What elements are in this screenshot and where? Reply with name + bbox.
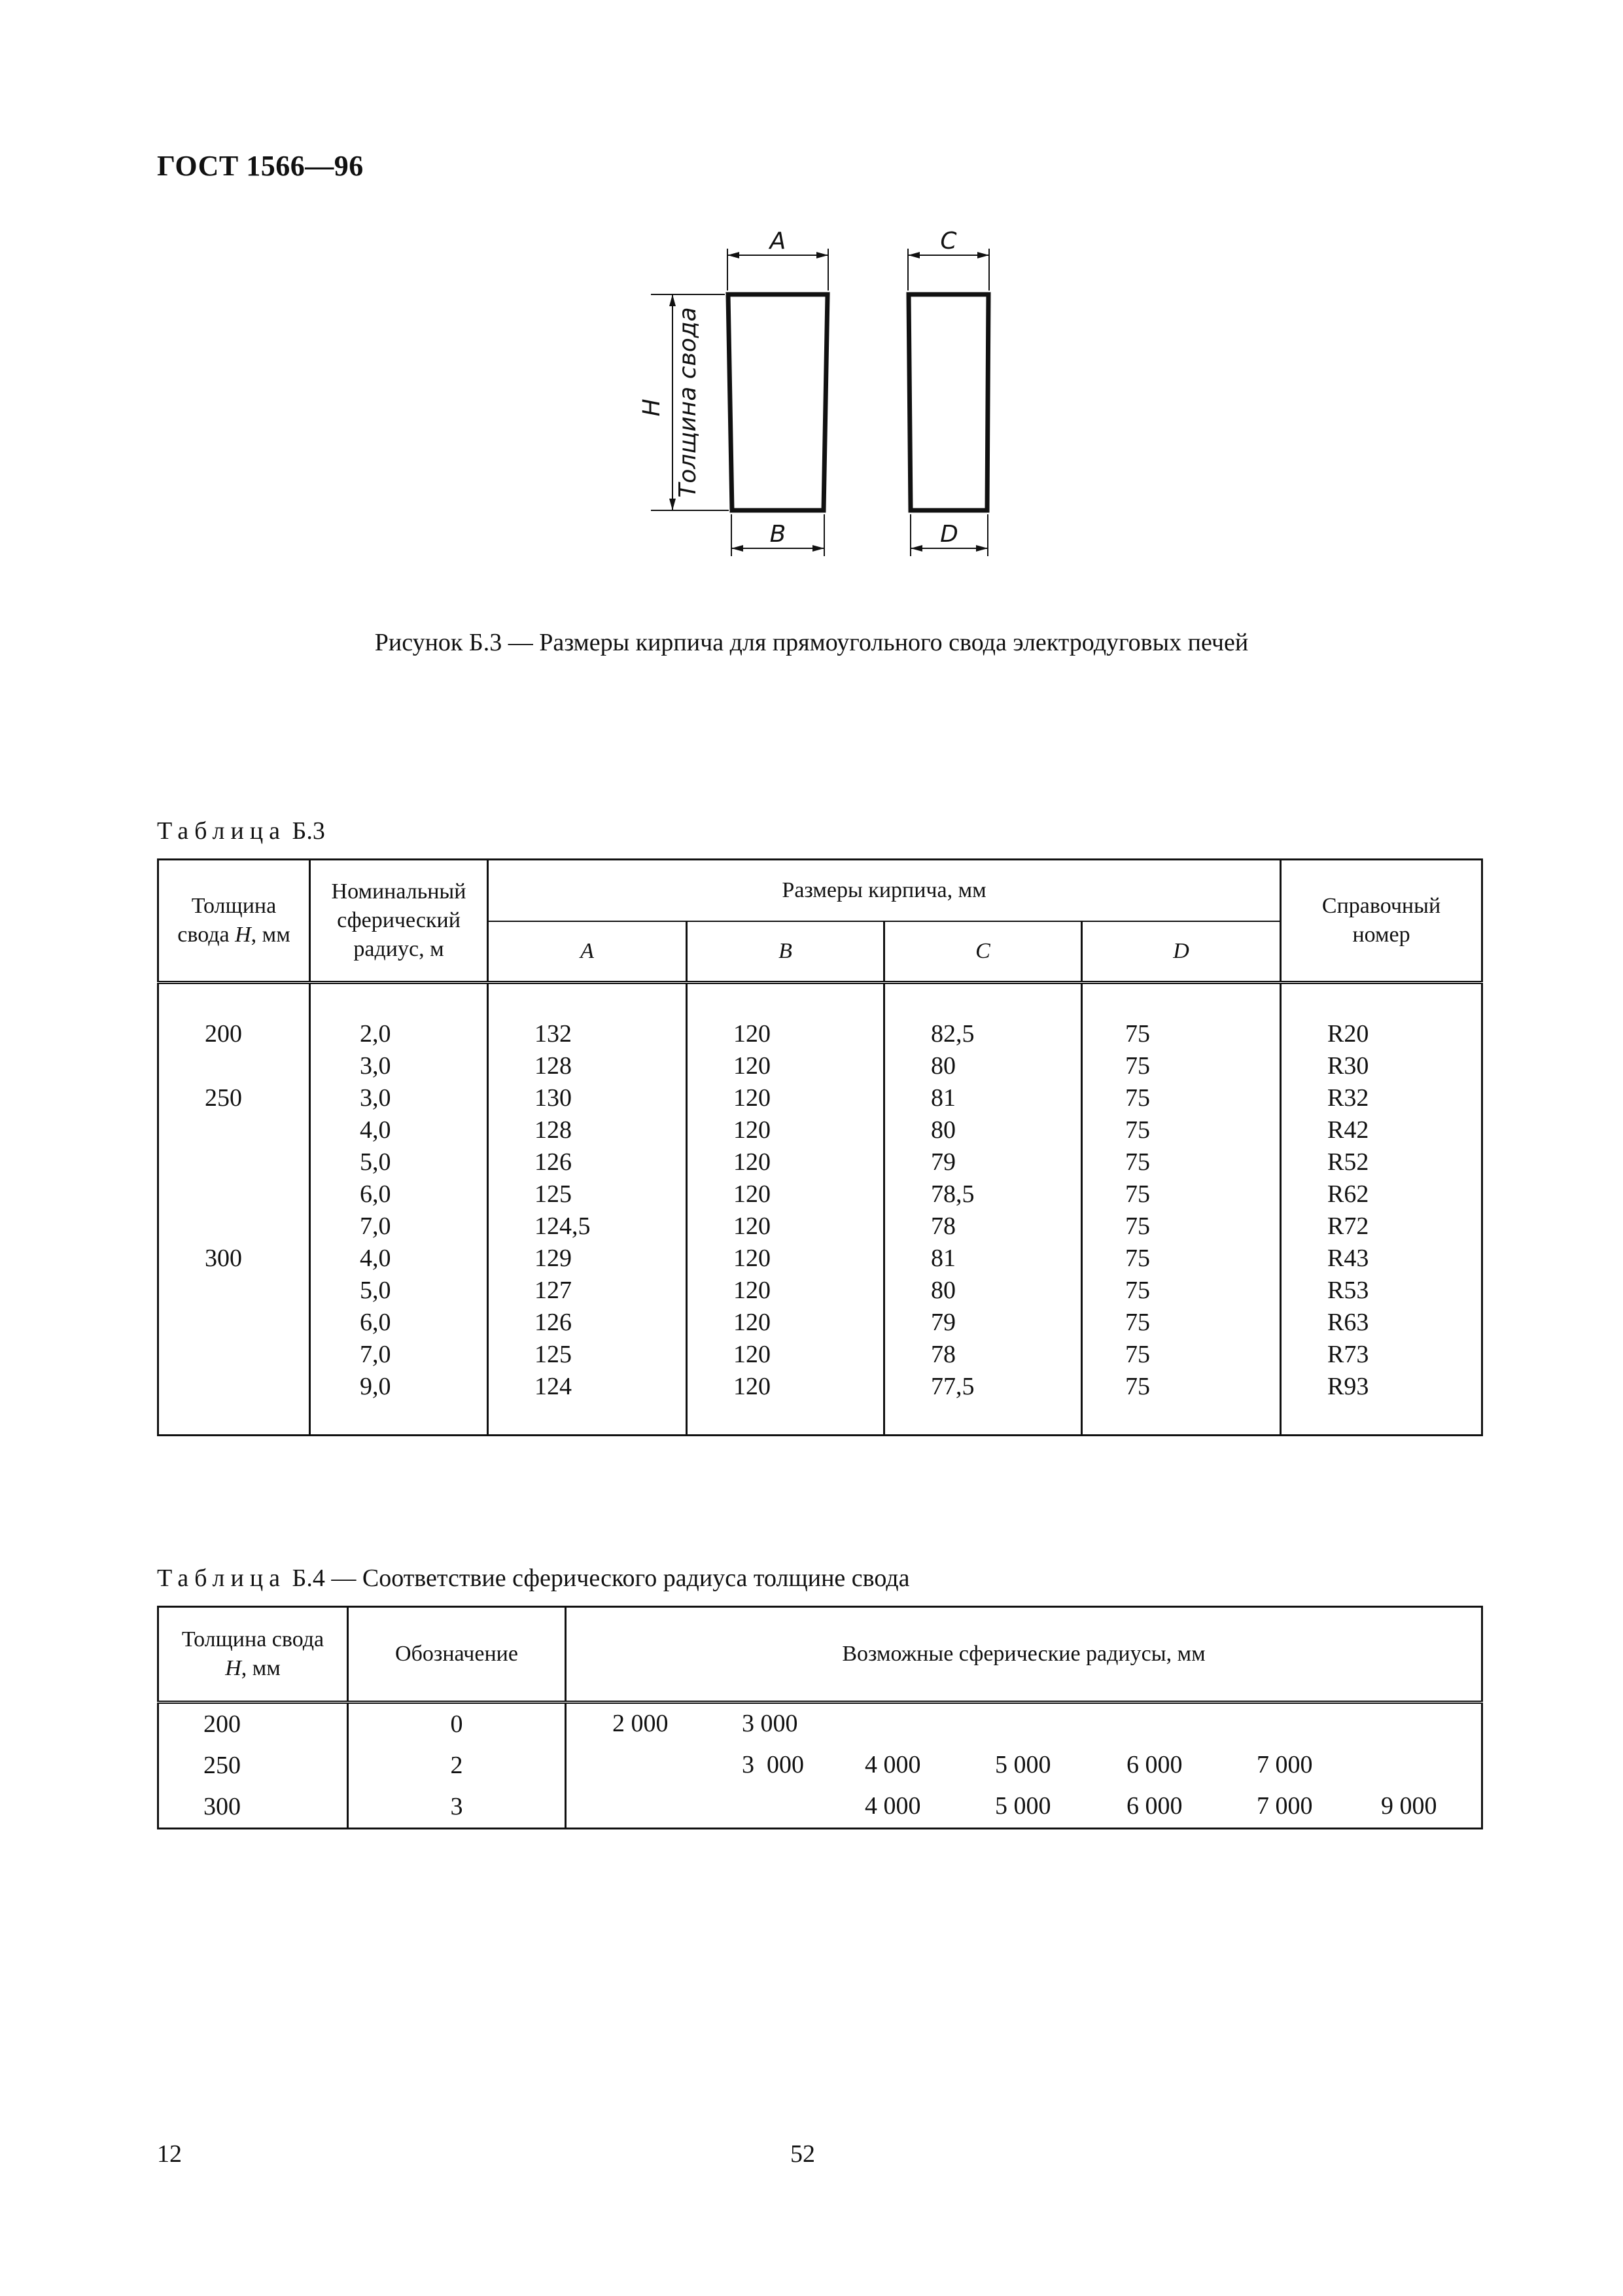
thickness-cell: 300 <box>158 1786 348 1829</box>
table-cell: 7,0 <box>360 1341 391 1368</box>
table-cell: 3,0 <box>360 1052 391 1080</box>
table-cell: 75 <box>1125 1084 1150 1112</box>
table-cell: R72 <box>1327 1212 1369 1240</box>
table-cell: R93 <box>1327 1373 1369 1400</box>
table-cell: 120 <box>733 1084 771 1112</box>
table-cell: 129 <box>534 1245 572 1272</box>
table-cell: 250 <box>205 1084 242 1112</box>
col-thickness <box>158 983 310 1436</box>
table-cell: 120 <box>733 1020 771 1048</box>
table-row <box>158 1786 1482 1829</box>
table-cell: 120 <box>733 1309 771 1336</box>
table-cell: 128 <box>534 1116 572 1144</box>
table-cell: 128 <box>534 1052 572 1080</box>
radius-value: 7 000 <box>1257 1751 1313 1778</box>
table-cell: R63 <box>1327 1309 1369 1336</box>
table-cell: 5,0 <box>360 1277 391 1304</box>
col-ref <box>1281 983 1482 1436</box>
brick-dimension-figure <box>615 222 1073 576</box>
table-cell: 75 <box>1125 1020 1150 1048</box>
page-number-center: 52 <box>790 2140 815 2168</box>
dim-label-h: H <box>638 398 665 417</box>
table-cell: 75 <box>1125 1309 1150 1336</box>
table-cell: 79 <box>931 1148 956 1176</box>
document-header: ГОСТ 1566—96 <box>157 150 364 182</box>
table-cell: 75 <box>1125 1277 1150 1304</box>
col-b <box>687 983 884 1436</box>
straight-brick-outline <box>909 294 988 510</box>
radii-cell <box>566 1703 1482 1746</box>
table-cell: R30 <box>1327 1052 1369 1080</box>
dim-label-thickness: Толщина свода <box>674 307 701 498</box>
designation-cell: 3 <box>348 1786 566 1829</box>
table-cell: 120 <box>733 1277 771 1304</box>
table-cell: R62 <box>1327 1180 1369 1208</box>
table-cell <box>205 1146 309 1178</box>
designation-cell: 0 <box>348 1703 566 1746</box>
header-thickness: Толщина свода H, мм <box>158 860 310 983</box>
dim-label-d: D <box>940 521 958 548</box>
radius-value: 7 000 <box>1257 1792 1313 1820</box>
table-cell: 125 <box>534 1180 572 1208</box>
header-ref: Справочный номер <box>1281 860 1482 983</box>
header-a: A <box>488 921 687 983</box>
table-cell: R20 <box>1327 1020 1369 1048</box>
table-cell: 81 <box>931 1245 956 1272</box>
radius-value: 4 000 <box>865 1751 921 1778</box>
radius-value: 5 000 <box>995 1792 1051 1820</box>
table-cell <box>205 1275 309 1307</box>
header-thickness: Толщина свода H, мм <box>158 1607 348 1703</box>
radius-value: 3 000 <box>742 1751 804 1778</box>
header-sizes: Размеры кирпича, мм <box>488 860 1281 921</box>
table-cell: R52 <box>1327 1148 1369 1176</box>
table-cell: 75 <box>1125 1052 1150 1080</box>
table-cell: 120 <box>733 1116 771 1144</box>
page-number-left: 12 <box>157 2140 182 2168</box>
col-radius <box>310 983 488 1436</box>
table-cell: 82,5 <box>931 1020 975 1048</box>
table-cell: 75 <box>1125 1245 1150 1272</box>
table-cell: 300 <box>205 1245 242 1272</box>
table-word: Таблица <box>157 817 287 845</box>
table-cell: 120 <box>733 1341 771 1368</box>
thickness-cell: 200 <box>158 1703 348 1746</box>
radius-value: 6 000 <box>1126 1751 1183 1778</box>
table-cell <box>205 1050 309 1082</box>
table-cell <box>205 1371 309 1403</box>
radius-value: 3 000 <box>742 1710 798 1737</box>
table-cell: 4,0 <box>360 1116 391 1144</box>
tapered-brick-outline <box>728 294 828 510</box>
table-cell: 6,0 <box>360 1180 391 1208</box>
header-c: C <box>884 921 1082 983</box>
table-cell <box>205 1339 309 1371</box>
table-cell: 120 <box>733 1245 771 1272</box>
table-cell: 2,0 <box>360 1020 391 1048</box>
header-radius: Номинальный сферический радиус, м <box>310 860 488 983</box>
table-cell: 80 <box>931 1052 956 1080</box>
table-b4-label <box>157 1564 909 1593</box>
table-cell: 5,0 <box>360 1148 391 1176</box>
table-word: Таблица <box>157 1564 287 1592</box>
table-b3 <box>157 858 1483 1436</box>
table-cell: R43 <box>1327 1245 1369 1272</box>
table-cell: 78 <box>931 1212 956 1240</box>
table-cell: 81 <box>931 1084 956 1112</box>
table-cell: R53 <box>1327 1277 1369 1304</box>
table-cell: 124,5 <box>534 1212 591 1240</box>
table-b3-label <box>157 817 325 845</box>
table-cell: 7,0 <box>360 1212 391 1240</box>
radius-value: 2 000 <box>612 1710 669 1737</box>
table-cell <box>205 1178 309 1210</box>
table-cell: 6,0 <box>360 1309 391 1336</box>
table-cell: 124 <box>534 1373 572 1400</box>
header-d: D <box>1082 921 1281 983</box>
header-designation: Обозначение <box>348 1607 566 1703</box>
table-cell: R73 <box>1327 1341 1369 1368</box>
table-cell: R32 <box>1327 1084 1369 1112</box>
table-cell: 120 <box>733 1180 771 1208</box>
table-cell: 9,0 <box>360 1373 391 1400</box>
table-cell: 75 <box>1125 1180 1150 1208</box>
table-cell: 75 <box>1125 1341 1150 1368</box>
table-cell: 77,5 <box>931 1373 975 1400</box>
table-cell: 126 <box>534 1148 572 1176</box>
radius-value: 5 000 <box>995 1751 1051 1778</box>
table-row <box>158 1703 1482 1746</box>
table-cell: 120 <box>733 1052 771 1080</box>
table-cell: 75 <box>1125 1373 1150 1400</box>
table-cell: 125 <box>534 1341 572 1368</box>
col-d <box>1082 983 1281 1436</box>
table-cell: 127 <box>534 1277 572 1304</box>
table-cell: 130 <box>534 1084 572 1112</box>
table-cell: 120 <box>733 1148 771 1176</box>
table-cell: 4,0 <box>360 1245 391 1272</box>
table-cell: 79 <box>931 1309 956 1336</box>
table-cell: 80 <box>931 1116 956 1144</box>
thickness-cell: 250 <box>158 1745 348 1786</box>
col-a <box>488 983 687 1436</box>
table-number: Б.3 <box>292 817 325 845</box>
table-cell: 3,0 <box>360 1084 391 1112</box>
table-title: Б.4 — Соответствие сферического радиуса толщине свода <box>292 1564 910 1592</box>
table-cell: 78,5 <box>931 1180 975 1208</box>
table-cell: 75 <box>1125 1116 1150 1144</box>
radius-value: 6 000 <box>1126 1792 1183 1820</box>
table-cell: 75 <box>1125 1148 1150 1176</box>
table-cell: 75 <box>1125 1212 1150 1240</box>
table-row <box>158 1745 1482 1786</box>
table-cell: 200 <box>205 1020 242 1048</box>
table-cell <box>205 1307 309 1339</box>
table-cell: 126 <box>534 1309 572 1336</box>
designation-cell: 2 <box>348 1745 566 1786</box>
radius-value: 4 000 <box>865 1792 921 1820</box>
radius-value: 9 000 <box>1381 1792 1437 1820</box>
radii-cell <box>566 1745 1482 1786</box>
dim-label-b: B <box>769 521 786 548</box>
table-cell: 80 <box>931 1277 956 1304</box>
table-cell: 120 <box>733 1373 771 1400</box>
table-cell: R42 <box>1327 1116 1369 1144</box>
table-cell <box>205 1114 309 1146</box>
table-cell: 120 <box>733 1212 771 1240</box>
table-b4 <box>157 1606 1483 1829</box>
header-b: B <box>687 921 884 983</box>
figure-caption: Рисунок Б.3 — Размеры кирпича для прямоугольного свода электродуговых печей <box>374 629 1249 656</box>
header-radii: Возможные сферические радиусы, мм <box>566 1607 1482 1703</box>
dim-label-c: C <box>940 228 957 255</box>
table-cell: 78 <box>931 1341 956 1368</box>
radii-cell <box>566 1786 1482 1829</box>
table-cell <box>205 1210 309 1243</box>
dim-label-a: A <box>769 228 786 255</box>
col-c <box>884 983 1082 1436</box>
table-cell: 132 <box>534 1020 572 1048</box>
